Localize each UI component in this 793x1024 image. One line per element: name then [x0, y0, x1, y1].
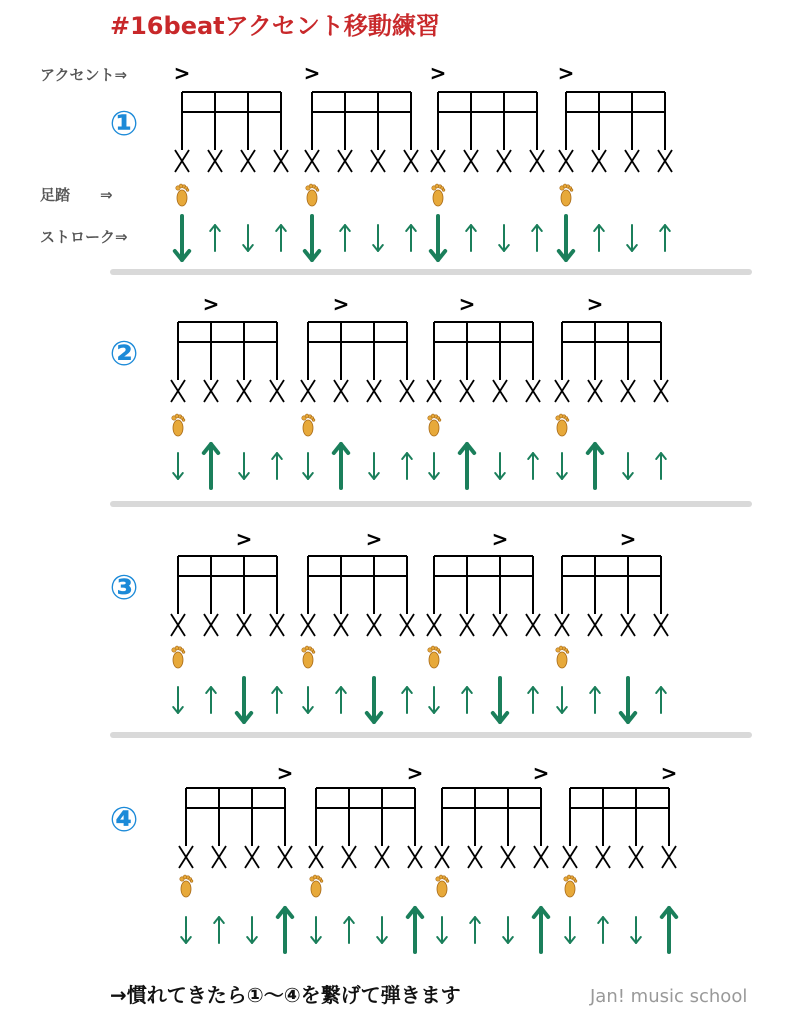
accent-stroke-arrow	[278, 908, 292, 952]
foot-icon	[556, 414, 569, 436]
foot-icon-toe	[442, 189, 445, 192]
stroke-arrow	[660, 225, 670, 251]
accent-stroke-arrow	[559, 216, 573, 260]
stroke-arrow	[557, 453, 567, 479]
accent-stroke-arrow	[431, 216, 445, 260]
stroke-arrow	[528, 453, 538, 479]
stroke-arrow	[272, 453, 282, 479]
beat-group	[430, 61, 544, 260]
section-separator	[110, 501, 752, 507]
foot-icon-toe	[312, 419, 315, 422]
foot-icon-toe	[570, 189, 573, 192]
beat-group	[304, 61, 418, 260]
accent-mark: >	[458, 292, 476, 316]
foot-icon-toe	[438, 651, 441, 654]
exercise-4	[110, 761, 678, 952]
stroke-arrow	[402, 453, 412, 479]
stroke-arrow	[402, 687, 412, 713]
foot-icon	[310, 875, 323, 897]
stroke-arrow	[503, 917, 513, 943]
stroke-arrow	[466, 225, 476, 251]
page-title: #16beatアクセント移動練習	[110, 12, 440, 40]
accent-stroke-arrow	[588, 444, 602, 488]
foot-icon	[564, 875, 577, 897]
exercise-marker: ③	[109, 568, 139, 608]
stroke-arrow	[206, 687, 216, 713]
foot-icon	[436, 875, 449, 897]
accent-mark: >	[406, 761, 424, 785]
foot-icon-sole	[307, 190, 317, 206]
accent-stroke-arrow	[662, 908, 676, 952]
stroke-arrow	[377, 917, 387, 943]
foot-icon-toe	[446, 880, 449, 883]
stroke-arrow	[495, 453, 505, 479]
stroke-label: ストローク⇒	[40, 228, 128, 246]
foot-icon-sole	[303, 420, 313, 436]
beat-group	[427, 527, 540, 722]
foot-icon-toe	[186, 189, 189, 192]
accent-mark: >	[365, 527, 383, 551]
accent-mark: >	[586, 292, 604, 316]
stroke-arrow	[210, 225, 220, 251]
school-brand: Jan! music school	[590, 986, 748, 1007]
foot-icon-sole	[561, 190, 571, 206]
accent-stroke-arrow	[204, 444, 218, 488]
stroke-arrow	[344, 917, 354, 943]
foot-icon	[302, 646, 315, 668]
exercise-2	[110, 292, 752, 507]
accent-stroke-arrow	[493, 678, 507, 722]
exercise-3	[110, 527, 752, 738]
foot-icon	[556, 646, 569, 668]
beat-group	[427, 292, 540, 488]
beat-group	[179, 761, 293, 952]
accent-stroke-arrow	[534, 908, 548, 952]
stroke-arrow	[276, 225, 286, 251]
practice-instruction: →慣れてきたら①〜④を繋げて弾きます	[110, 983, 461, 1007]
accent-mark: >	[202, 292, 220, 316]
accent-mark: >	[491, 527, 509, 551]
foot-icon	[428, 414, 441, 436]
foot-icon	[428, 646, 441, 668]
foot-icon	[560, 184, 573, 206]
accent-mark: >	[276, 761, 294, 785]
stroke-arrow	[631, 917, 641, 943]
foot-icon-sole	[311, 881, 321, 897]
foot-icon-sole	[557, 420, 567, 436]
foot-icon-toe	[190, 880, 193, 883]
exercise-marker: ②	[109, 334, 139, 374]
accent-mark: >	[303, 61, 321, 85]
beat-group	[309, 761, 423, 952]
stroke-arrow	[311, 917, 321, 943]
accent-stroke-arrow	[237, 678, 251, 722]
section-separator	[110, 732, 752, 738]
foot-icon-toe	[320, 880, 323, 883]
beat-group	[435, 761, 549, 952]
stroke-arrow	[623, 453, 633, 479]
accent-mark: >	[332, 292, 350, 316]
foot-icon	[432, 184, 445, 206]
accent-stroke-arrow	[460, 444, 474, 488]
stroke-arrow	[532, 225, 542, 251]
foot-label: 足踏 ⇒	[40, 186, 113, 204]
foot-icon-sole	[177, 190, 187, 206]
stroke-arrow	[627, 225, 637, 251]
stroke-arrow	[470, 917, 480, 943]
stroke-arrow	[656, 453, 666, 479]
stroke-arrow	[462, 687, 472, 713]
foot-icon	[172, 646, 185, 668]
accent-mark: >	[429, 61, 447, 85]
stroke-arrow	[173, 687, 183, 713]
accent-stroke-arrow	[621, 678, 635, 722]
foot-icon-toe	[316, 189, 319, 192]
stroke-arrow	[499, 225, 509, 251]
stroke-arrow	[565, 917, 575, 943]
stroke-arrow	[656, 687, 666, 713]
foot-icon	[176, 184, 189, 206]
foot-icon	[302, 414, 315, 436]
stroke-arrow	[594, 225, 604, 251]
stroke-arrow	[590, 687, 600, 713]
foot-icon-sole	[173, 420, 183, 436]
accent-stroke-arrow	[367, 678, 381, 722]
stroke-arrow	[247, 917, 257, 943]
stroke-arrow	[272, 687, 282, 713]
accent-mark: >	[532, 761, 550, 785]
accent-mark: >	[235, 527, 253, 551]
foot-icon-toe	[182, 419, 185, 422]
stroke-arrow	[437, 917, 447, 943]
foot-icon-toe	[312, 651, 315, 654]
foot-icon	[180, 875, 193, 897]
stroke-arrow	[429, 453, 439, 479]
foot-icon-toe	[438, 419, 441, 422]
accent-label: アクセント⇒	[40, 66, 128, 84]
accent-mark: >	[660, 761, 678, 785]
stroke-arrow	[173, 453, 183, 479]
accent-stroke-arrow	[175, 216, 189, 260]
exercise-1	[110, 61, 752, 275]
foot-icon-sole	[433, 190, 443, 206]
stroke-arrow	[336, 687, 346, 713]
stroke-arrow	[406, 225, 416, 251]
foot-icon-sole	[565, 881, 575, 897]
stroke-arrow	[214, 917, 224, 943]
foot-icon-sole	[173, 652, 183, 668]
stroke-arrow	[373, 225, 383, 251]
accent-mark: >	[173, 61, 191, 85]
exercise-marker: ④	[109, 800, 139, 840]
stroke-arrow	[340, 225, 350, 251]
exercise-marker: ①	[109, 104, 139, 144]
beat-group	[171, 292, 284, 488]
accent-stroke-arrow	[334, 444, 348, 488]
beat-group	[558, 61, 672, 260]
foot-icon-toe	[566, 651, 569, 654]
foot-icon-sole	[181, 881, 191, 897]
foot-icon-sole	[303, 652, 313, 668]
stroke-arrow	[243, 225, 253, 251]
stroke-arrow	[303, 687, 313, 713]
beat-group	[174, 61, 288, 260]
accent-mark: >	[619, 527, 637, 551]
stroke-arrow	[557, 687, 567, 713]
foot-icon-sole	[429, 420, 439, 436]
foot-icon	[306, 184, 319, 206]
section-separator	[110, 269, 752, 275]
foot-icon-toe	[182, 651, 185, 654]
accent-mark: >	[557, 61, 575, 85]
stroke-arrow	[429, 687, 439, 713]
stroke-arrow	[369, 453, 379, 479]
foot-icon-toe	[566, 419, 569, 422]
stroke-arrow	[598, 917, 608, 943]
stroke-arrow	[239, 453, 249, 479]
foot-icon	[172, 414, 185, 436]
beat-group	[301, 527, 414, 722]
foot-icon-sole	[437, 881, 447, 897]
beat-group	[301, 292, 414, 488]
stroke-arrow	[303, 453, 313, 479]
stroke-arrow	[528, 687, 538, 713]
beat-group	[563, 761, 677, 952]
foot-icon-sole	[429, 652, 439, 668]
beat-group	[171, 527, 284, 722]
stroke-arrow	[181, 917, 191, 943]
foot-icon-toe	[574, 880, 577, 883]
foot-icon-sole	[557, 652, 567, 668]
beat-group	[555, 527, 668, 722]
accent-stroke-arrow	[408, 908, 422, 952]
accent-stroke-arrow	[305, 216, 319, 260]
beat-group	[555, 292, 668, 488]
